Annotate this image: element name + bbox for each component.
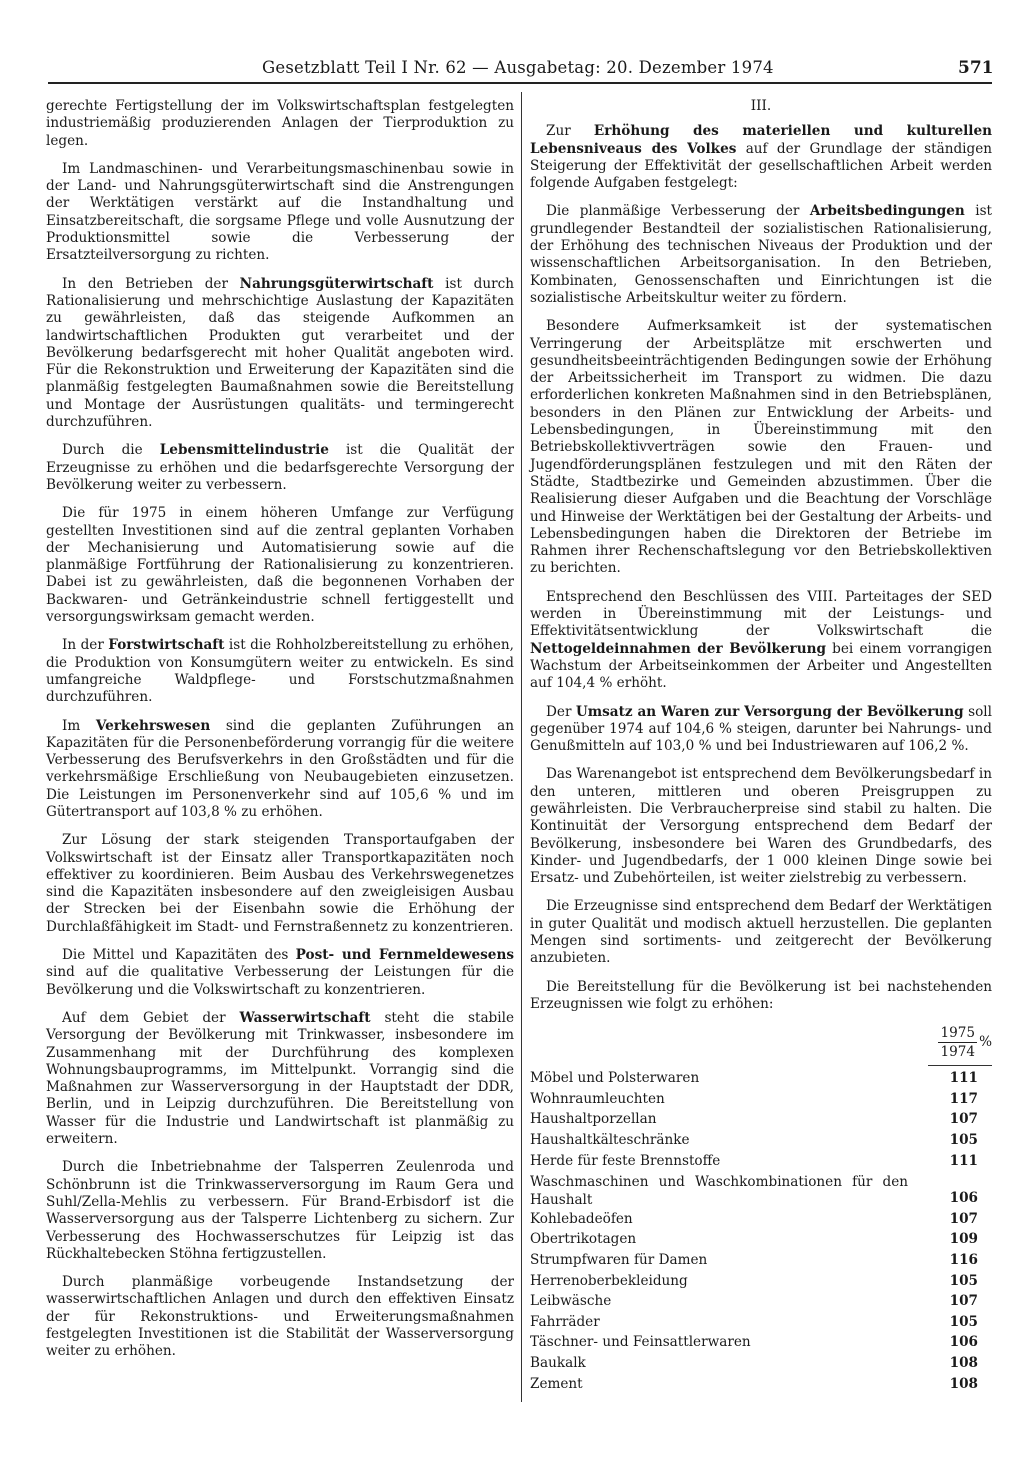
product-value: 106 — [949, 1190, 978, 1207]
product-value: 105 — [949, 1313, 978, 1330]
keyword: Post- und Fernmeldewesens — [295, 947, 514, 964]
table-row — [530, 1353, 992, 1374]
product-name: Waschmaschinen und Waschkombinationen für den Haushalt — [530, 1174, 908, 1208]
product-value: 109 — [949, 1231, 978, 1248]
header-divider — [48, 82, 992, 84]
table-row — [530, 1250, 992, 1271]
paragraph: Die Mittel und Kapazitäten des Post- und Fernmeldewesens sind auf die qualitative Verbesserung der Leistungen für die Bevölkerung und die Volkswirtschaft zu konzentrieren. — [46, 947, 514, 998]
product-name: Leibwäsche — [530, 1293, 612, 1310]
paragraph: In der Forstwirtschaft ist die Rohholzbereitstellung zu erhöhen, die Produktion von Konsumgütern weiter zu entwickeln. Es sind umfangreiche Waldpflege- und Forstschutzmaßnahmen durchzuführen. — [46, 637, 514, 706]
paragraph: Die Bereitstellung für die Bevölkerung ist bei nachstehenden Erzeugnissen wie folgt zu erhöhen: — [530, 978, 992, 1012]
product-name: Täschner- und Feinsattlerwaren — [530, 1334, 751, 1351]
paragraph: Durch die Lebensmittelindustrie ist die Qualität der Erzeugnisse zu erhöhen und die bedarfsgerechte Versorgung der Bevölkerung weiter zu verbessern. — [46, 442, 514, 493]
paragraph: Der Umsatz an Waren zur Versorgung der Bevölkerung soll gegenüber 1974 auf 104,6 % steigen, darunter bei Nahrungs- und Genußmitteln auf 103,0 % und bei Industriewaren auf 106,2 %. — [530, 703, 992, 755]
product-name: Haushaltkälteschränke — [530, 1132, 690, 1149]
table-row — [530, 1229, 992, 1250]
paragraph: gerechte Fertigstellung der im Volkswirtschaftsplan festgelegten industriemäßig produzierenden Anlagen der Tierproduktion zu legen. — [46, 98, 514, 149]
product-value: 108 — [949, 1354, 978, 1371]
table-header-ratio — [530, 1024, 992, 1061]
gazette-header-title: Gesetzblatt Teil I Nr. 62 — Ausgabetag: 20. Dezember 1974 — [262, 58, 774, 77]
product-name: Herrenoberbekleidung — [530, 1272, 688, 1289]
product-value: 107 — [949, 1111, 978, 1128]
product-value: 116 — [949, 1252, 978, 1268]
table-row — [530, 1374, 992, 1395]
table-row — [530, 1109, 992, 1130]
table-row — [530, 1068, 992, 1089]
product-value: 111 — [949, 1070, 978, 1087]
paragraph: Das Warenangebot ist entsprechend dem Bevölkerungsbedarf in den unteren, mittleren und oberen Preisgruppen zu gewährleisten. Die Verbraucherpreise sind stabil zu halten. Die Kontinuität der Versorgung entsprechend dem Bedarf der Bevölkerung, insbesondere bei Waren des Grundbedarfs, des Kinder- und Jugendbedarfs, der 1 000 kleinen Dinge sowie bei Ersatz- und Zubehörteilen, ist weiter zielstrebig zu verbessern. — [530, 766, 992, 887]
product-value: 111 — [949, 1152, 978, 1169]
product-value: 107 — [949, 1293, 978, 1310]
product-increase-table — [530, 1068, 992, 1394]
product-name: Haushaltporzellan — [530, 1111, 657, 1128]
paragraph: Entsprechend den Beschlüssen des VIII. Parteitages der SED werden in Übereinstimmung mit der Leistungs- und Effektivitätsentwicklung der Volkswirtschaft die Nettogeldeinnahmen der Bevölkerung bei einem vorrangigen Wachstum der Arbeitseinkommen der Arbeiter und Angestellten auf 104,4 % erhöht. — [530, 588, 992, 692]
product-value: 107 — [949, 1210, 978, 1227]
product-name: Möbel und Polsterwaren — [530, 1070, 700, 1087]
table-row — [530, 1171, 992, 1209]
paragraph: Zur Lösung der stark steigenden Transportaufgaben der Volkswirtschaft ist der Einsatz aller Transportkapazitäten noch effektiver zu koordinieren. Beim Ausbau des Verkehrswegenetzes sind die Kapazitäten insbesondere auf den zweigleisigen Ausbau der Strecken bei der Eisenbahn sowie die Erhöhung der Durchlaßfähigkeit im Stadt- und Fernstraßennetz zu konzentrieren. — [46, 832, 514, 935]
keyword: Arbeitsbedingungen — [809, 203, 965, 220]
paragraph: Durch planmäßige vorbeugende Instandsetzung der wasserwirtschaftlichen Anlagen und durch den effektiven Einsatz der für Rekonstruktions- und Erweiterungsmaßnahmen festgelegten Investitionen ist die Stabilität der Wasserversorgung weiter zu erhöhen. — [46, 1274, 514, 1360]
table-row — [530, 1089, 992, 1110]
page-number: 571 — [958, 58, 994, 78]
product-name: Zement — [530, 1375, 583, 1392]
keyword: Wasserwirtschaft — [239, 1009, 371, 1026]
ratio-unit: % — [979, 1034, 992, 1051]
paragraph: In den Betrieben der Nahrungsgüterwirtschaft ist durch Rationalisierung und mehrschichtige Auslastung der Kapazitäten zu gewährleisten, daß das steigende Aufkommen an landwirtschaftlichen Produkten gut verarbeitet und der Bevölkerung bedarfsgerecht mit hoher Qualität angeboten wird. Für die Rekonstruktion und Erweiterung der Kapazitäten sind die planmäßig festgelegten Baumaßnahmen sowie die Bereitstellung und Montage der Ausrüstungen qualitäts- und termingerecht durchzuführen. — [46, 275, 514, 431]
paragraph: Durch die Inbetriebnahme der Talsperren Zeulenroda und Schönbrunn ist die Trinkwasserversorgung im Raum Gera und Suhl/Zella-Mehlis zu verbessern. Für Brand-Erbisdorf ist die Wasserversorgung aus der Talsperre Lichtenberg zu sichern. Zur Verbesserung des Hochwasserschutzes für Leipzig ist das Rückhaltebecken Stöhna fertigzustellen. — [46, 1159, 514, 1262]
ratio-numerator: 1975 — [940, 1025, 976, 1042]
keyword: Nahrungsgüterwirtschaft — [239, 275, 434, 292]
page-header — [0, 0, 1024, 86]
table-row — [530, 1151, 992, 1172]
paragraph: Die planmäßige Verbesserung der Arbeitsbedingungen ist grundlegender Bestandteil der sozialistischen Rationalisierung, der Erhöhung des technischen Niveaus der Produktion und der wissenschaftlichen Arbeitsorganisation. In den Betrieben, Kombinaten, Genossenschaften und Einrichtungen ist die sozialistische Arbeitskultur weiter zu fördern. — [530, 203, 993, 306]
paragraph: Die für 1975 in einem höheren Umfange zur Verfügung gestellten Investitionen sind auf die zentral geplanten Vorhaben der Mechanisierung und Automatisierung sowie auf die planmäßige Fortführung der Rationalisierung zu konzentrieren. Dabei ist zu gewährleisten, daß die begonnenen Vorhaben der Backwaren- und Getränkeindustrie schnell fertiggestellt und versorgungswirksam gemacht werden. — [46, 505, 514, 626]
paragraph: Im Landmaschinen- und Verarbeitungsmaschinenbau sowie in der Land- und Nahrungsgüterwirtschaft sind die Anstrengungen der Werktätigen verstärkt auf die Instandhaltung und Einsatzbereitschaft, die sorgsame Pflege und volle Ausnutzung der Produktionsmittel sowie die Verbesserung der Ersatzteilversorgung zu richten. — [46, 160, 514, 264]
table-row — [530, 1209, 992, 1230]
section-number: III. — [750, 98, 772, 114]
right-column — [530, 98, 992, 1394]
paragraph: Die Erzeugnisse sind entsprechend dem Bedarf der Werktätigen in guter Qualität und modisch aktuell herzustellen. Die geplanten Mengen sind sortiments- und zeitgerecht der Bevölkerung anzubieten. — [530, 898, 992, 967]
product-name: Fahrräder — [530, 1313, 600, 1330]
product-name: Strumpfwaren für Damen — [530, 1252, 708, 1268]
product-name: Baukalk — [530, 1354, 586, 1371]
keyword: Nettogeldeinnahmen der Bevölkerung — [530, 640, 826, 657]
column-divider — [521, 92, 522, 1402]
paragraph: Auf dem Gebiet der Wasserwirtschaft steht die stabile Versorgung der Bevölkerung mit Trinkwasser, insbesondere im Zusammenhang mit der Durchführung des komplexen Wohnungsbauprogramms, im Mittelpunkt. Vorrangig sind die Maßnahmen zur Wasserversorgung in der Hauptstadt der DDR, Berlin, und in Leipzig durchzuführen. Die Bereitstellung von Wasser für die Industrie und Landwirtschaft ist planmäßig zu erweitern. — [46, 1009, 514, 1148]
product-value: 105 — [949, 1132, 978, 1149]
ratio-denominator: 1974 — [940, 1044, 976, 1061]
product-value: 117 — [949, 1090, 978, 1107]
paragraph: Im Verkehrswesen sind die geplanten Zuführungen an Kapazitäten für die Personenbeförderung vorrangig für die weitere Verbesserung des Berufsverkehrs in den Großstädten und für die verkehrsmäßige Erschließung von Neubaugebieten einzusetzen. Die Leistungen im Personenverkehr sind auf 105,6 % und im Gütertransport auf 103,8 % zu erhöhen. — [46, 717, 514, 820]
table-row — [530, 1130, 992, 1151]
keyword: Erhöhung des materiellen und kulturellen Lebensniveaus des Volkes — [530, 123, 992, 157]
year-ratio — [938, 1024, 977, 1061]
product-value: 105 — [949, 1272, 978, 1289]
table-row — [530, 1312, 992, 1333]
table-row — [530, 1332, 992, 1353]
table-header-rule — [928, 1065, 992, 1066]
table-row — [530, 1271, 992, 1292]
keyword: Lebensmittelindustrie — [159, 442, 329, 459]
keyword: Verkehrswesen — [95, 717, 211, 734]
paragraph: Besondere Aufmerksamkeit ist der systematischen Verringerung der Arbeitsplätze mit erschwerten und gesundheitsbeeinträchtigenden Bedingungen sowie der Erhöhung der Arbeitssicherheit im Transport zu widmen. Die dazu erforderlichen konkreten Maßnahmen sind in den Betriebsplänen, besonders in den Plänen zur Entwicklung der Arbeits- und Lebensbedingungen, in Übereinstimmung mit den Betriebskollektivverträgen sowie den Frauen- und Jugendförderungsplänen festzulegen und mit den Räten der Städte, Stadtbezirke und Gemeinden abzustimmen. Über die Realisierung dieser Aufgaben und die Beachtung der Vorschläge und Hinweise der Werktätigen bei der Gestaltung der Arbeits- und Lebensbedingungen haben die Direktoren der Betriebe im Rahmen ihrer Rechenschaftslegung vor den Betriebskollektiven zu berichten. — [530, 318, 992, 577]
paragraph: Zur Erhöhung des materiellen und kulturellen Lebensniveaus des Volkes auf der Grundlage der ständigen Steigerung der Effektivität der gesellschaftlichen Arbeit werden folgende Aufgaben festgelegt: — [530, 123, 992, 192]
keyword: Umsatz an Waren zur Versorgung der Bevölkerung — [575, 703, 964, 720]
table-row — [530, 1291, 992, 1312]
product-name: Kohlebadeöfen — [530, 1210, 633, 1227]
product-name: Obertrikotagen — [530, 1231, 637, 1248]
product-name: Herde für feste Brennstoffe — [530, 1152, 721, 1169]
product-value: 108 — [949, 1375, 978, 1392]
product-name: Wohnraumleuchten — [530, 1090, 665, 1107]
keyword: Forstwirtschaft — [108, 637, 225, 654]
left-column — [46, 98, 514, 1372]
product-value: 106 — [949, 1334, 978, 1351]
